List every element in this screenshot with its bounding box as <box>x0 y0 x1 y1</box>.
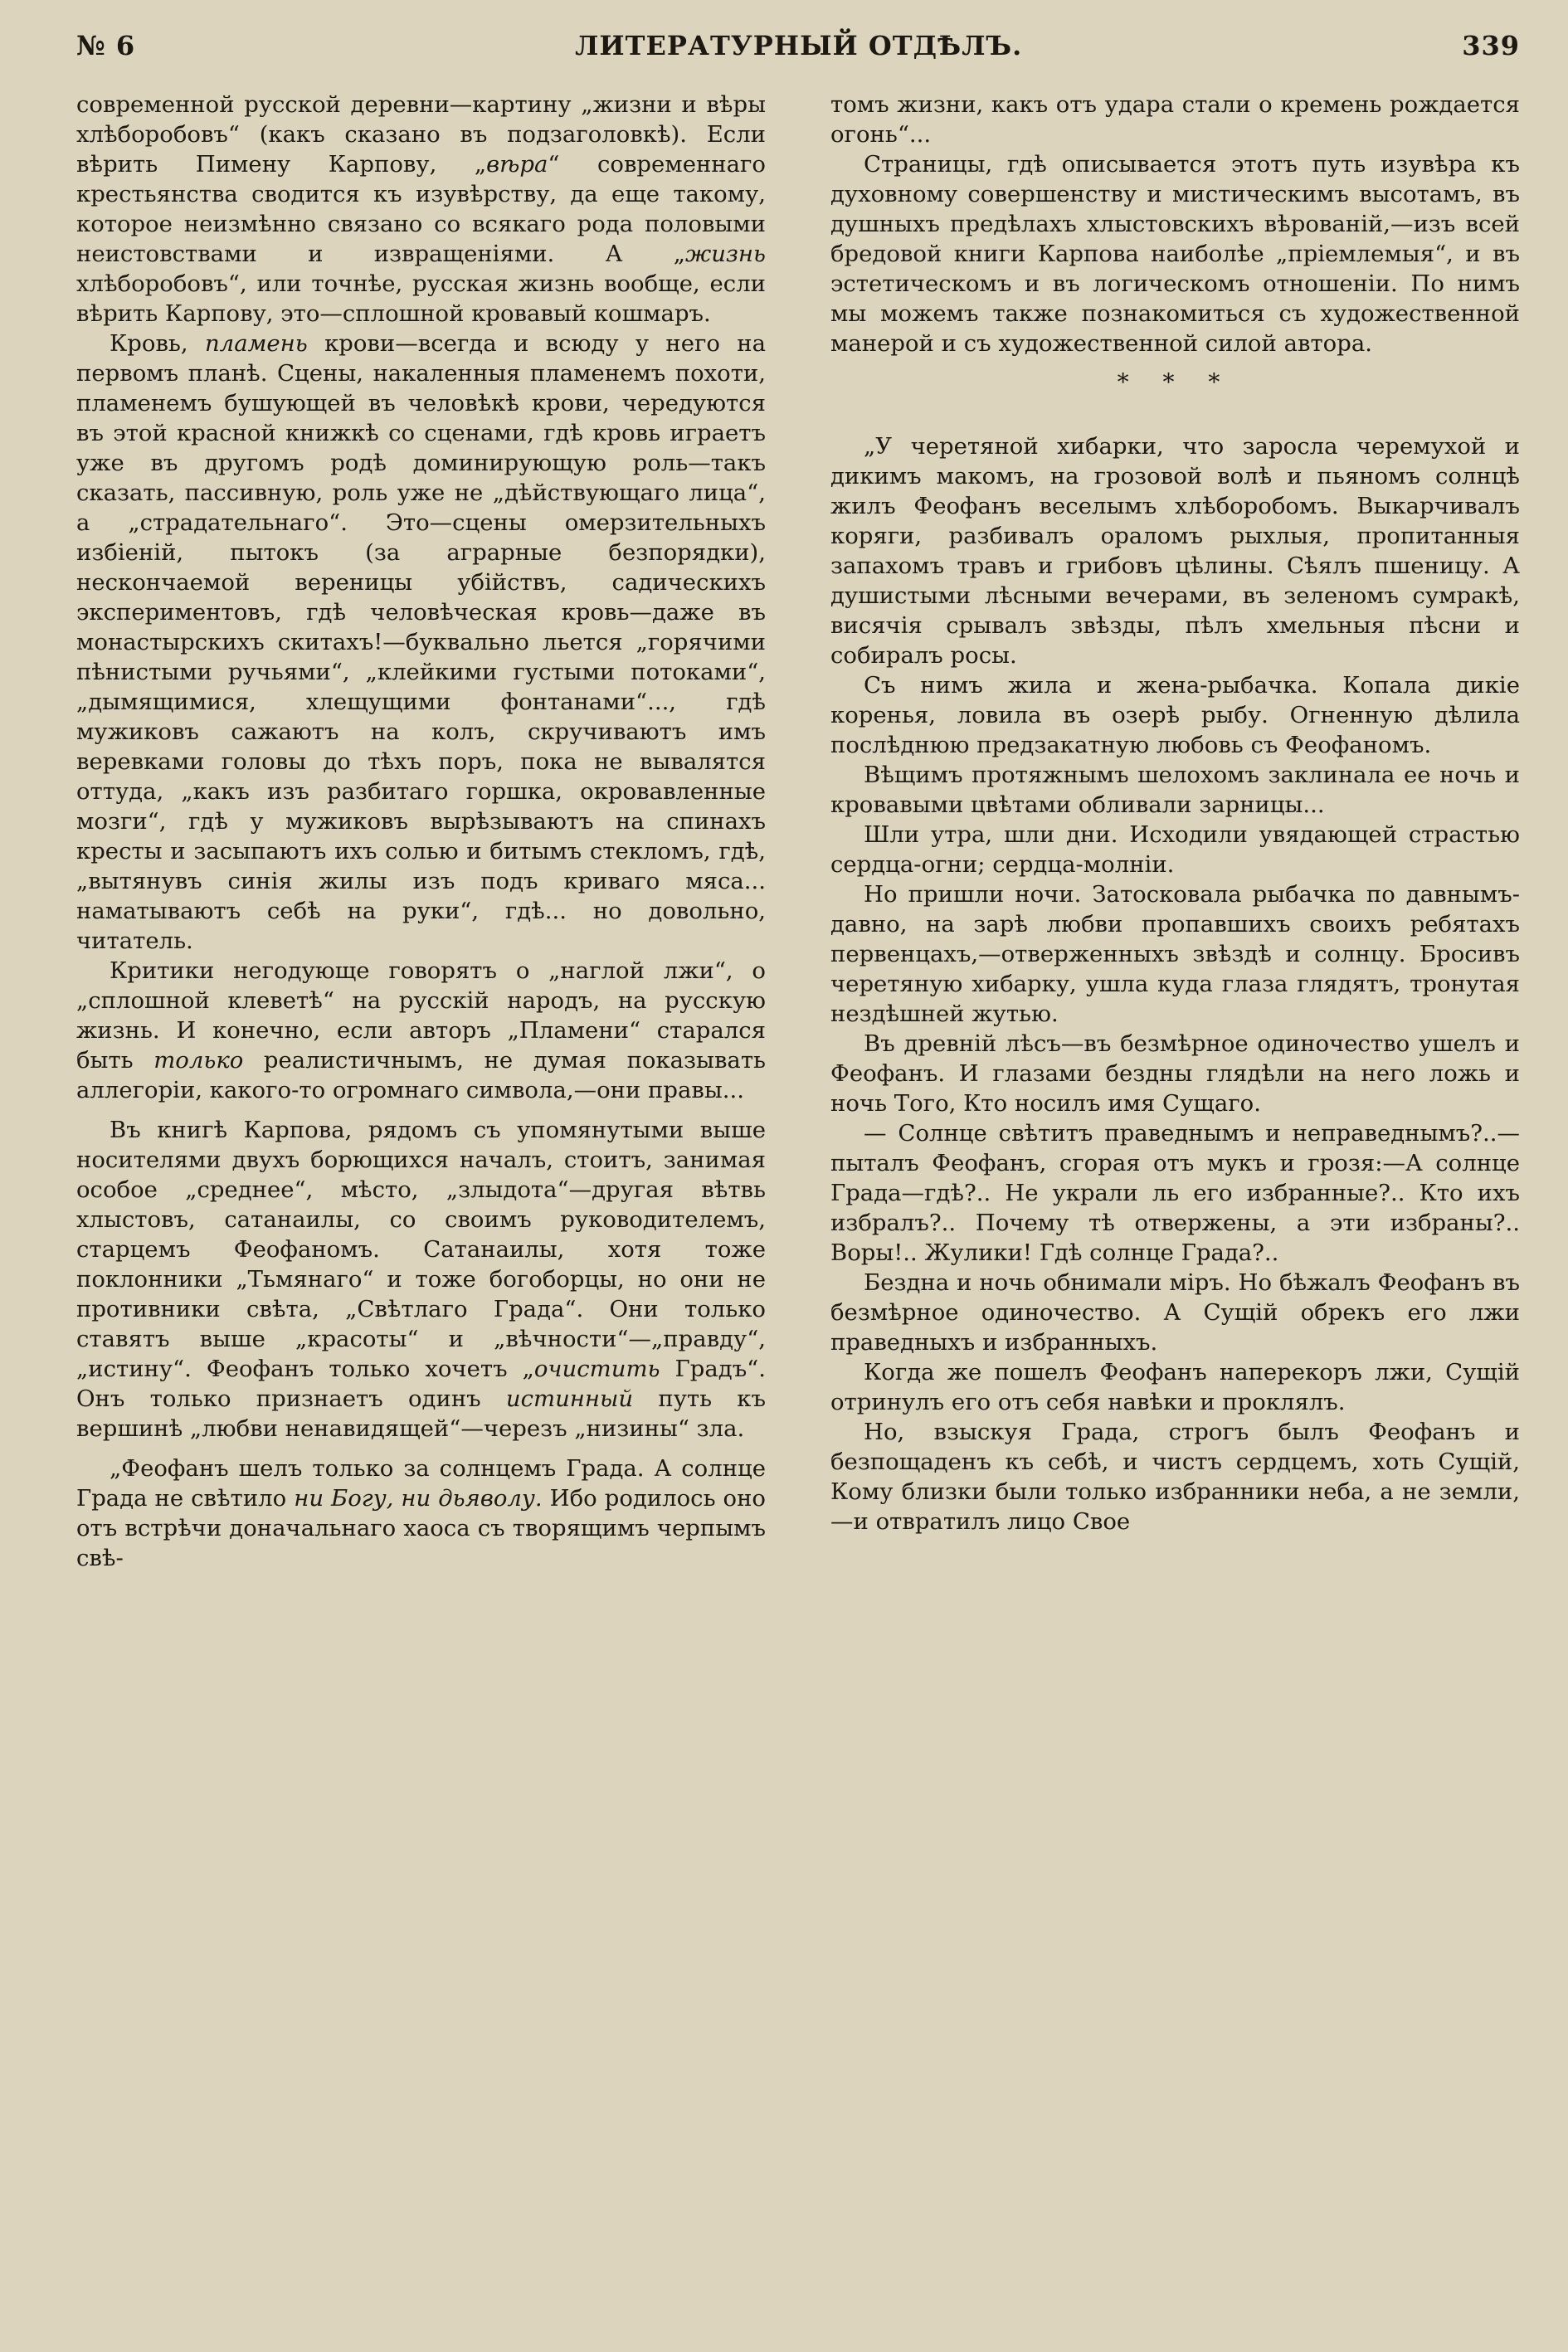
italic-text: ни Богу, ни дьяволу. <box>294 1485 543 1512</box>
paragraph <box>830 1118 1520 1268</box>
text-run: томъ жизни, какъ отъ удара стали о кремень рождается огонь“... <box>830 91 1520 148</box>
text-run: Критики негодующе говорятъ о „наглой лжи“, о „сплошной клеветѣ“ на русскій народъ, на русскую жизнь. И конечно, если авторъ „Пламени“ старался быть <box>76 957 766 1074</box>
paragraph <box>830 1357 1520 1417</box>
paragraph <box>76 1115 766 1444</box>
italic-text: истинный <box>505 1385 634 1412</box>
text-run: современной русской деревни—картину „жизни и вѣры хлѣборобовъ“ (какъ сказано въ подзаголовкѣ). Если вѣрить Пимену Карпову, „ <box>76 91 766 178</box>
issue-number: № 6 <box>76 30 136 61</box>
page-header <box>76 25 1520 66</box>
text-run: Когда же пошелъ Феофанъ наперекоръ лжи, Сущій отринулъ его отъ себя навѣки и проклялъ. <box>830 1359 1520 1415</box>
text-run: Ибо родилось оно отъ встрѣчи доначальнаго хаоса съ творящимъ черпымъ свѣ- <box>76 1485 766 1571</box>
paragraph <box>830 149 1520 358</box>
text-run: реалистичнымъ, не думая показывать аллегоріи, какого-то огромнаго символа,—они правы... <box>76 1047 766 1103</box>
text-run: Бездна и ночь обнимали міръ. Но бѣжалъ Феофанъ въ безмѣрное одиночество. А Сущій обрекъ его лжи праведныхъ и избранныхъ. <box>830 1269 1520 1356</box>
paragraph <box>76 1454 766 1573</box>
text-run: — Солнце свѣтитъ праведнымъ и неправеднымъ?..—пыталъ Феофанъ, сгорая отъ мукъ и грозя:—А солнце Града—гдѣ?.. Не украли ль его избранные?.. Кто ихъ избралъ?.. Почему тѣ отвержены, а эти избраны?.. Воры!.. Жулики! Гдѣ солнце Града?.. <box>830 1120 1520 1266</box>
text-run: Но пришли ночи. Затосковала рыбачка по давнымъ-давно, на зарѣ любви пропавшихъ своихъ ребятахъ первенцахъ,—отверженныхъ звѣздѣ и солнцу. Бросивъ черетяную хибарку, ушла куда глаза глядятъ, тронутая нездѣшней жутью. <box>830 881 1520 1027</box>
paragraph <box>830 760 1520 820</box>
italic-text: очистить <box>533 1356 660 1382</box>
text-run: Шли утра, шли дни. Исходили увядающей страстью сердца-огни; сердца-молніи. <box>830 821 1520 878</box>
paragraph <box>830 1417 1520 1536</box>
paragraph <box>830 1268 1520 1357</box>
text-run: хлѣборобовъ“, или точнѣе, русская жизнь вообще, если вѣрить Карпову, это—сплошной кровавый кошмаръ. <box>76 270 766 327</box>
paragraph <box>830 670 1520 760</box>
text-run: „Феофанъ шелъ только за солнцемъ Града. А солнце Града не свѣтило <box>76 1455 766 1512</box>
paragraph <box>830 820 1520 879</box>
italic-text: только <box>153 1047 244 1074</box>
paragraph <box>830 431 1520 670</box>
text-run: Градъ“. Онъ только признаетъ одинъ <box>76 1356 766 1412</box>
italic-text: пламень <box>204 330 308 357</box>
paragraph-continuation <box>76 90 766 329</box>
paragraph <box>830 1029 1520 1118</box>
text-run: Страницы, гдѣ описывается этотъ путь изувѣра къ духовному совершенству и мистическимъ высотамъ, въ душныхъ предѣлахъ хлыстовскихъ вѣрованій,—изъ всей бредовой книги Карпова наиболѣе „пріемлемыя“, и въ эстетическомъ и въ логическомъ отношеніи. По нимъ мы можемъ также познакомиться съ художественной манерой и съ художественной силой автора. <box>830 151 1520 357</box>
section-title: ЛИТЕРАТУРНЫЙ ОТДѢЛЪ. <box>575 30 1023 61</box>
italic-text: вѣра <box>486 151 548 178</box>
page-number: 339 <box>1462 30 1520 61</box>
paragraph <box>830 879 1520 1029</box>
text-run: путь къ вершинѣ „любви ненавидящей“—черезъ „низины“ зла. <box>76 1385 766 1442</box>
paragraph <box>76 329 766 956</box>
text-run: Въ древній лѣсъ—въ безмѣрное одиночество ушелъ и Феофанъ. И глазами бездны глядѣли на него ложь и ночь Того, Кто носилъ имя Сущаго. <box>830 1030 1520 1117</box>
section-divider-stars: * * * <box>1117 368 1234 396</box>
italic-text: жизнь <box>684 241 766 267</box>
text-columns <box>76 90 1520 2319</box>
text-run: “ современнаго крестьянства сводится къ изувѣрству, да еще такому, которое неизмѣнно связано со всякаго рода половыми неистовствами и извращеніями. А „ <box>76 151 766 267</box>
text-run: „У черетяной хибарки, что заросла черемухой и дикимъ макомъ, на грозовой волѣ и пьяномъ солнцѣ жилъ Феофанъ веселымъ хлѣборобомъ. Выкарчивалъ коряги, разбивалъ ораломъ рыхлыя, пропитанныя запахомъ травъ и грибовъ цѣлины. Сѣялъ пшеницу. А душистыми лѣсными вечерами, въ зеленомъ сумракѣ, висячія срывалъ звѣзды, пѣлъ хмельныя пѣсни и собиралъ росы. <box>830 433 1520 669</box>
paragraph <box>76 956 766 1105</box>
text-run: Кровь, <box>110 330 205 357</box>
text-run: Съ нимъ жила и жена-рыбачка. Копала дикіе коренья, ловила въ озерѣ рыбу. Огненную дѣлила послѣднюю предзакатную любовь съ Феофаномъ. <box>830 672 1520 758</box>
text-run: Но, взыскуя Града, строгъ былъ Феофанъ и безпощаденъ къ себѣ, и чистъ сердцемъ, хоть Сущій, Кому близки были только избранники неба, а не земли,—и отвратилъ лицо Свое <box>830 1419 1520 1535</box>
paragraph-continuation <box>830 90 1520 149</box>
text-run: Въ книгѣ Карпова, рядомъ съ упомянутыми выше носителями двухъ борющихся началъ, стоитъ, занимая особое „среднее“, мѣсто, „злыдота“—другая вѣтвь хлыстовъ, сатанаилы, со своимъ руководителемъ, старцемъ Феофаномъ. Сатанаилы, хотя тоже поклонники „Тьмянаго“ и тоже богоборцы, но они не противники свѣта, „Свѣтлаго Града“. Они только ставятъ выше „красоты“ и „вѣчности“—„правду“, „истину“. Феофанъ только хочетъ „ <box>76 1117 766 1382</box>
text-run: Вѣщимъ протяжнымъ шелохомъ заклинала ее ночь и кровавыми цвѣтами обливали зарницы... <box>830 762 1520 818</box>
right-column <box>830 90 1520 2319</box>
text-run: крови—всегда и всюду у него на первомъ планѣ. Сцены, накаленныя пламенемъ похоти, пламенемъ бушующей въ человѣкѣ крови, чередуются въ этой красной книжкѣ со сценами, гдѣ кровь играетъ уже въ другомъ родѣ доминирующую роль—такъ сказать, пассивную, роль уже не „дѣйствующаго лица“, а „страдательнаго“. Это—сцены омерзительныхъ избіеній, пытокъ (за аграрные безпорядки), нескончаемой вереницы убійствъ, садическихъ экспериментовъ, гдѣ человѣческая кровь—даже въ монастырскихъ скитахъ!—буквально льется „горячими пѣнистыми ручьями“, „клейкими густыми потоками“, „дымящимися, хлещущими фонтанами“..., гдѣ мужиковъ сажаютъ на колъ, скручиваютъ имъ веревками головы до тѣхъ поръ, пока не вывалятся оттуда, „какъ изъ разбитаго горшка, окровавленные мозги“, гдѣ у мужиковъ вырѣзываютъ на спинахъ кресты и засыпаютъ ихъ солью и битымъ стекломъ, гдѣ, „вытянувъ синія жилы изъ подъ криваго мяса... наматываютъ себѣ на руки“, гдѣ... но довольно, читатель. <box>76 330 766 954</box>
left-column <box>76 90 766 2319</box>
